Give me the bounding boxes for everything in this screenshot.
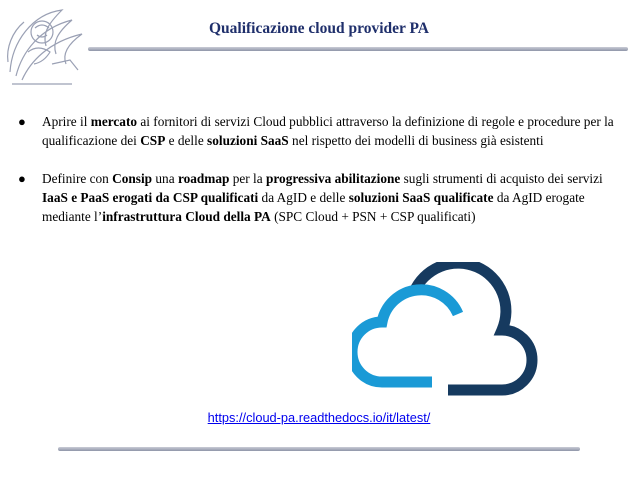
bullet-item-consip xyxy=(18,169,618,227)
bullet-dot-icon: ● xyxy=(18,170,26,186)
docs-link[interactable]: https://cloud-pa.readthedocs.io/it/latest/ xyxy=(207,410,431,425)
bullet-dot-icon: ● xyxy=(18,114,26,129)
bottom-divider xyxy=(58,447,580,451)
top-divider xyxy=(88,47,628,51)
slide-title: Qualificazione cloud provider PA xyxy=(208,20,429,37)
bullet-text: Aprire il mercato ai fornitori di servizi Cloud pubblici attraverso la definizione di regole e procedure per la qualificazione dei CSP e delle soluzioni SaaS nel rispetto dei modelli di business già esistenti xyxy=(42,114,614,149)
cloud-icon xyxy=(352,262,540,398)
bullet-list xyxy=(18,112,618,226)
bullet-text: Definire con Consip una roadmap per la progressiva abilitazione sugli strumenti di acquisto dei servizi IaaS e PaaS erogati da CSP qualificati da AgID e delle soluzioni SaaS qualificate da AgID erogate mediante l’infrastruttura Cloud della PA (SPC Cloud + PSN + CSP qualificati) xyxy=(42,170,603,225)
lion-seal-icon xyxy=(2,2,94,88)
bullet-item-market xyxy=(18,112,618,151)
